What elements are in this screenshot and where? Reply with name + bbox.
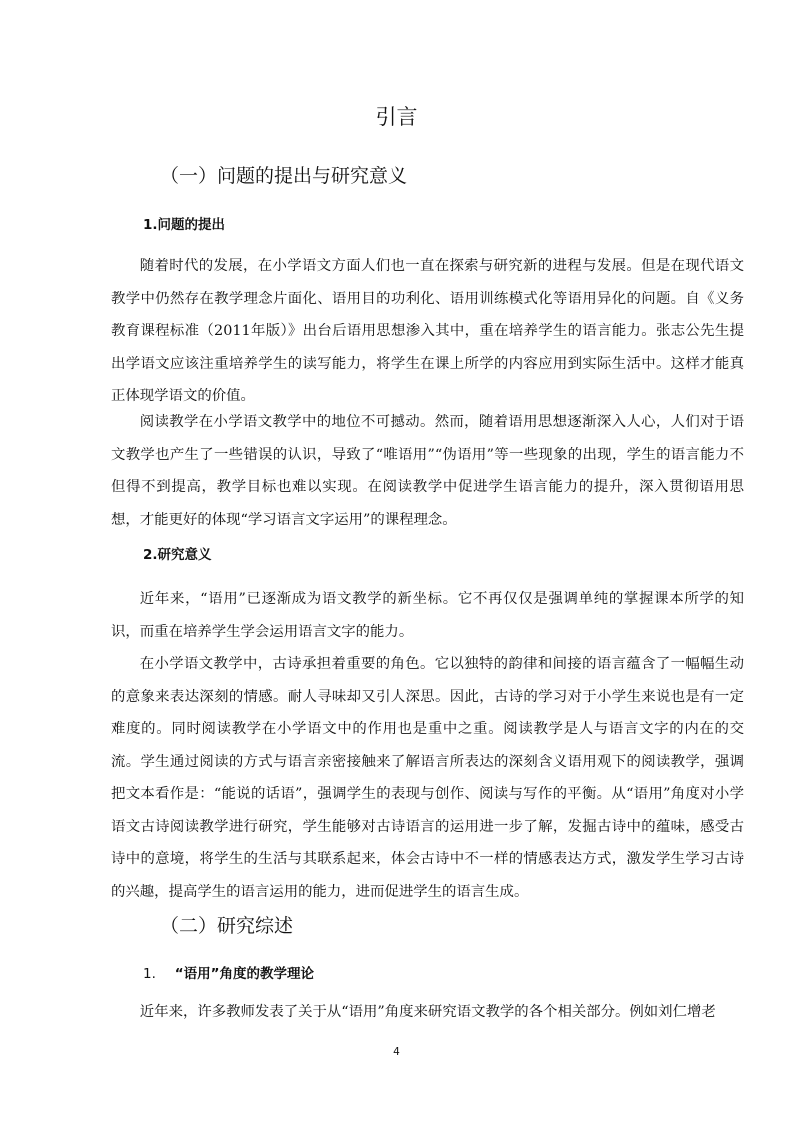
page-title: 引言	[375, 105, 418, 129]
paragraph: 阅读教学在小学语文教学中的地位不可撼动。然而，随着语用思想逐渐深入人心，人们对于语文教学也产生了一些错误的认识，导致了“唯语用”“伪语用”等一些现象的出现，学生的语言能力不但得不到提高，教学目标也难以实现。在阅读教学中促进学生语言能力的提升，深入贯彻语用思想，才能更好的体现“学习语言文字运用”的课程理念。	[111, 414, 744, 528]
section-heading-1: （一）问题的提出与研究意义	[160, 165, 408, 187]
section-heading-2: （二）研究综述	[160, 915, 294, 937]
page-number: 4	[393, 1046, 400, 1058]
subsection-number: 1.	[143, 966, 156, 982]
paragraph: 近年来，许多教师发表了关于从“语用”角度来研究语文教学的各个相关部分。例如刘仁增老	[139, 1004, 716, 1020]
subsection-heading-2-1	[143, 964, 314, 984]
subsection-title: “语用”角度的教学理论	[174, 966, 314, 982]
paragraph: 随着时代的发展，在小学语文方面人们也一直在探索与研究新的进程与发展。但是在现代语文教学中仍然存在教学理念片面化、语用目的功利化、语用训练模式化等语用异化的问题。自《义务教育课程标准（2011年版）》出台后语用思想渗入其中，重在培养学生的语言能力。张志公先生提出学语文应该注重培养学生的读写能力，将学生在课上所学的内容应用到实际生活中。这样才能真正体现学语文的价值。	[111, 258, 744, 404]
paragraph: 在小学语文教学中，古诗承担着重要的角色。它以独特的韵律和间接的语言蕴含了一幅幅生动的意象来表达深刻的情感。耐人寻味却又引人深思。因此，古诗的学习对于小学生来说也是有一定难度的。同时阅读教学在小学语文中的作用也是重中之重。阅读教学是人与语言文字的内在的交流。学生通过阅读的方式与语言亲密接触来了解语言所表达的深刻含义语用观下的阅读教学，强调把文本看作是：“能说的话语”，强调学生的表现与创作、阅读与写作的平衡。从“语用”角度对小学语文古诗阅读教学进行研究，学生能够对古诗语言的运用进一步了解，发掘古诗中的蕴味，感受古诗中的意境，将学生的生活与其联系起来，体会古诗中不一样的情感表达方式，激发学生学习古诗的兴趣，提高学生的语言运用的能力，进而促进学生的语言生成。	[111, 656, 744, 900]
subsection-heading-1-2: 2.研究意义	[143, 547, 212, 563]
paragraph: 近年来，“语用”已逐渐成为语文教学的新坐标。它不再仅仅是强调单纯的掌握课本所学的知识，而重在培养学生学会运用语言文字的能力。	[111, 591, 744, 640]
subsection-heading-1-1: 1.问题的提出	[143, 217, 226, 233]
